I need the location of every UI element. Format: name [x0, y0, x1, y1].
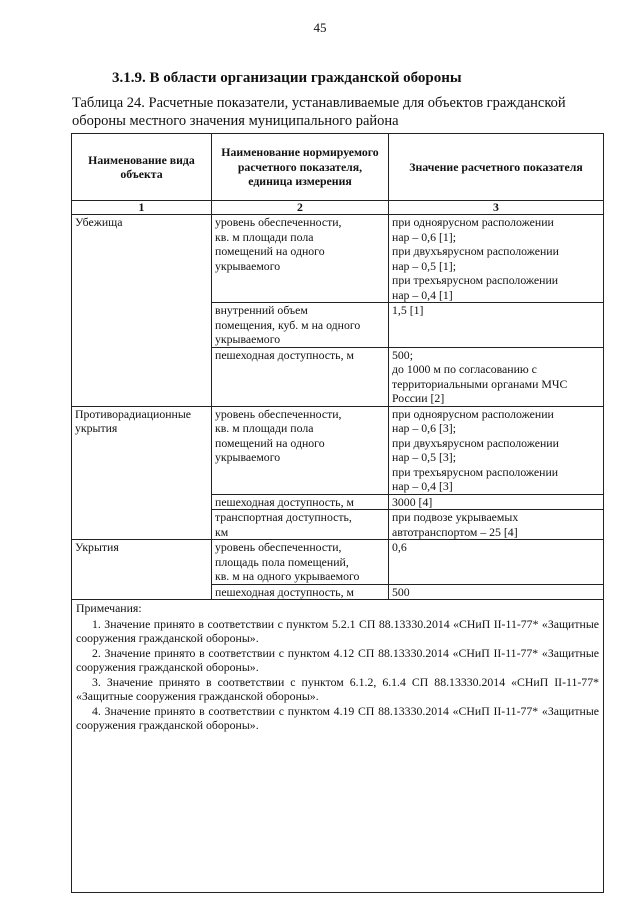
page-number: 45: [313, 20, 327, 35]
header-value: Значение расчетного показателя: [389, 134, 604, 201]
indicator-line: кв. м площади пола: [215, 229, 314, 244]
value-line: при трехъярусном расположении: [392, 464, 559, 479]
indicator-line: транспортная доступность,: [215, 510, 352, 524]
value-line: 3000 [4]: [392, 494, 433, 509]
indicator-cell: [212, 584, 389, 600]
indicator-cell: [212, 510, 389, 540]
indicator-line: помещений на одного: [215, 244, 325, 258]
value-line: нар – 0,6 [1];: [392, 229, 456, 244]
indicator-cell: [212, 303, 389, 348]
value-line: нар – 0,5 [3];: [392, 450, 456, 464]
header-object-type: Наименование вида объекта: [72, 134, 212, 201]
value-line: при двухъярусном расположении: [392, 244, 559, 258]
value-cell: [389, 540, 604, 585]
section-title: 3.1.9. В области организации гражданской обороны: [112, 70, 462, 86]
indicator-line: помещения, куб. м на одного: [215, 317, 361, 332]
value-line: при одноярусном расположении: [392, 406, 554, 421]
value-cell: [389, 494, 604, 510]
value-line: нар – 0,5 [1];: [392, 258, 456, 273]
value-line: 0,6: [392, 540, 407, 554]
object-type-cell: Убежища: [72, 215, 212, 407]
value-line: нар – 0,6 [3];: [392, 421, 456, 435]
value-cell: [389, 510, 604, 540]
table-body: [72, 215, 604, 600]
value-cell: [389, 406, 604, 494]
object-type-cell: Укрытия: [72, 540, 212, 600]
notes-row: [72, 600, 604, 893]
value-line: автотранспортом – 25 [4]: [392, 524, 518, 539]
notes-cell: [72, 600, 604, 893]
indicator-cell: [212, 347, 389, 406]
value-cell: [389, 584, 604, 600]
object-type-cell: Противорадиационные укрытия: [72, 406, 212, 540]
note-item: 2. Значение принято в соответствии с пунктом 4.12 СП 88.13330.2014 «СНиП II-11-77* «Защитные сооружения гражданской обороны».: [76, 645, 599, 674]
note-item: 1. Значение принято в соответствии с пунктом 5.2.1 СП 88.13330.2014 «СНиП II-11-77* «Защитные сооружения гражданской обороны».: [76, 616, 599, 645]
table-row: [72, 215, 604, 303]
indicator-cell: [212, 215, 389, 303]
table-row: [72, 406, 604, 494]
column-number: 3: [389, 201, 604, 215]
indicator-line: пешеходная доступность, м: [215, 347, 354, 362]
header-indicator: Наименование нормируемого расчетного показателя, единица измерения: [212, 134, 389, 201]
value-cell: [389, 215, 604, 303]
value-cell: [389, 303, 604, 348]
value-line: до 1000 м по согласованию с: [392, 362, 537, 376]
value-line: 500: [392, 584, 410, 599]
table-header-row: [72, 134, 604, 201]
table-row: [72, 540, 604, 585]
indicator-cell: [212, 406, 389, 494]
indicator-cell: [212, 540, 389, 585]
indicator-line: укрываемого: [215, 450, 281, 464]
indicator-line: пешеходная доступность, м: [215, 494, 354, 509]
value-line: 500;: [392, 347, 413, 362]
value-line: России [2]: [392, 391, 445, 405]
indicator-line: кв. м на одного укрываемого: [215, 569, 360, 583]
value-line: нар – 0,4 [1]: [392, 287, 453, 302]
table-caption: Таблица 24. Расчетные показатели, устанавливаемые для объектов гражданской обороны местного значения муниципального района: [72, 95, 566, 129]
note-item: 4. Значение принято в соответствии с пунктом 4.19 СП 88.13330.2014 «СНиП II-11-77* «Защитные сооружения гражданской обороны».: [76, 703, 599, 732]
indicator-line: уровень обеспеченности,: [215, 215, 342, 229]
value-line: при одноярусном расположении: [392, 215, 554, 229]
indicator-line: помещений на одного: [215, 435, 325, 450]
notes-heading: Примечания:: [76, 601, 142, 615]
indicator-line: уровень обеспеченности,: [215, 406, 342, 421]
indicator-line: уровень обеспеченности,: [215, 540, 342, 554]
indicators-table: [71, 133, 604, 893]
indicator-line: укрываемого: [215, 332, 281, 346]
indicator-line: км: [215, 524, 229, 539]
note-item: 3. Значение принято в соответствии с пунктом 6.1.2, 6.1.4 СП 88.13330.2014 «СНиП II-11-77* «Защитные сооружения гражданской обороны».: [76, 674, 599, 703]
indicator-cell: [212, 494, 389, 510]
column-number-row: [72, 201, 604, 215]
indicator-line: пешеходная доступность, м: [215, 584, 354, 599]
column-number: 2: [212, 201, 389, 215]
indicator-line: внутренний объем: [215, 303, 308, 317]
value-line: при трехъярусном расположении: [392, 273, 559, 287]
value-line: при двухъярусном расположении: [392, 435, 559, 450]
indicator-line: кв. м площади пола: [215, 421, 314, 435]
value-line: нар – 0,4 [3]: [392, 479, 453, 493]
value-line: 1,5 [1]: [392, 303, 424, 317]
indicator-line: укрываемого: [215, 258, 281, 273]
value-line: территориальными органами МЧС: [392, 376, 568, 391]
value-line: при подвозе укрываемых: [392, 510, 519, 524]
indicator-line: площадь пола помещений,: [215, 554, 349, 569]
column-number: 1: [72, 201, 212, 215]
value-cell: [389, 347, 604, 406]
